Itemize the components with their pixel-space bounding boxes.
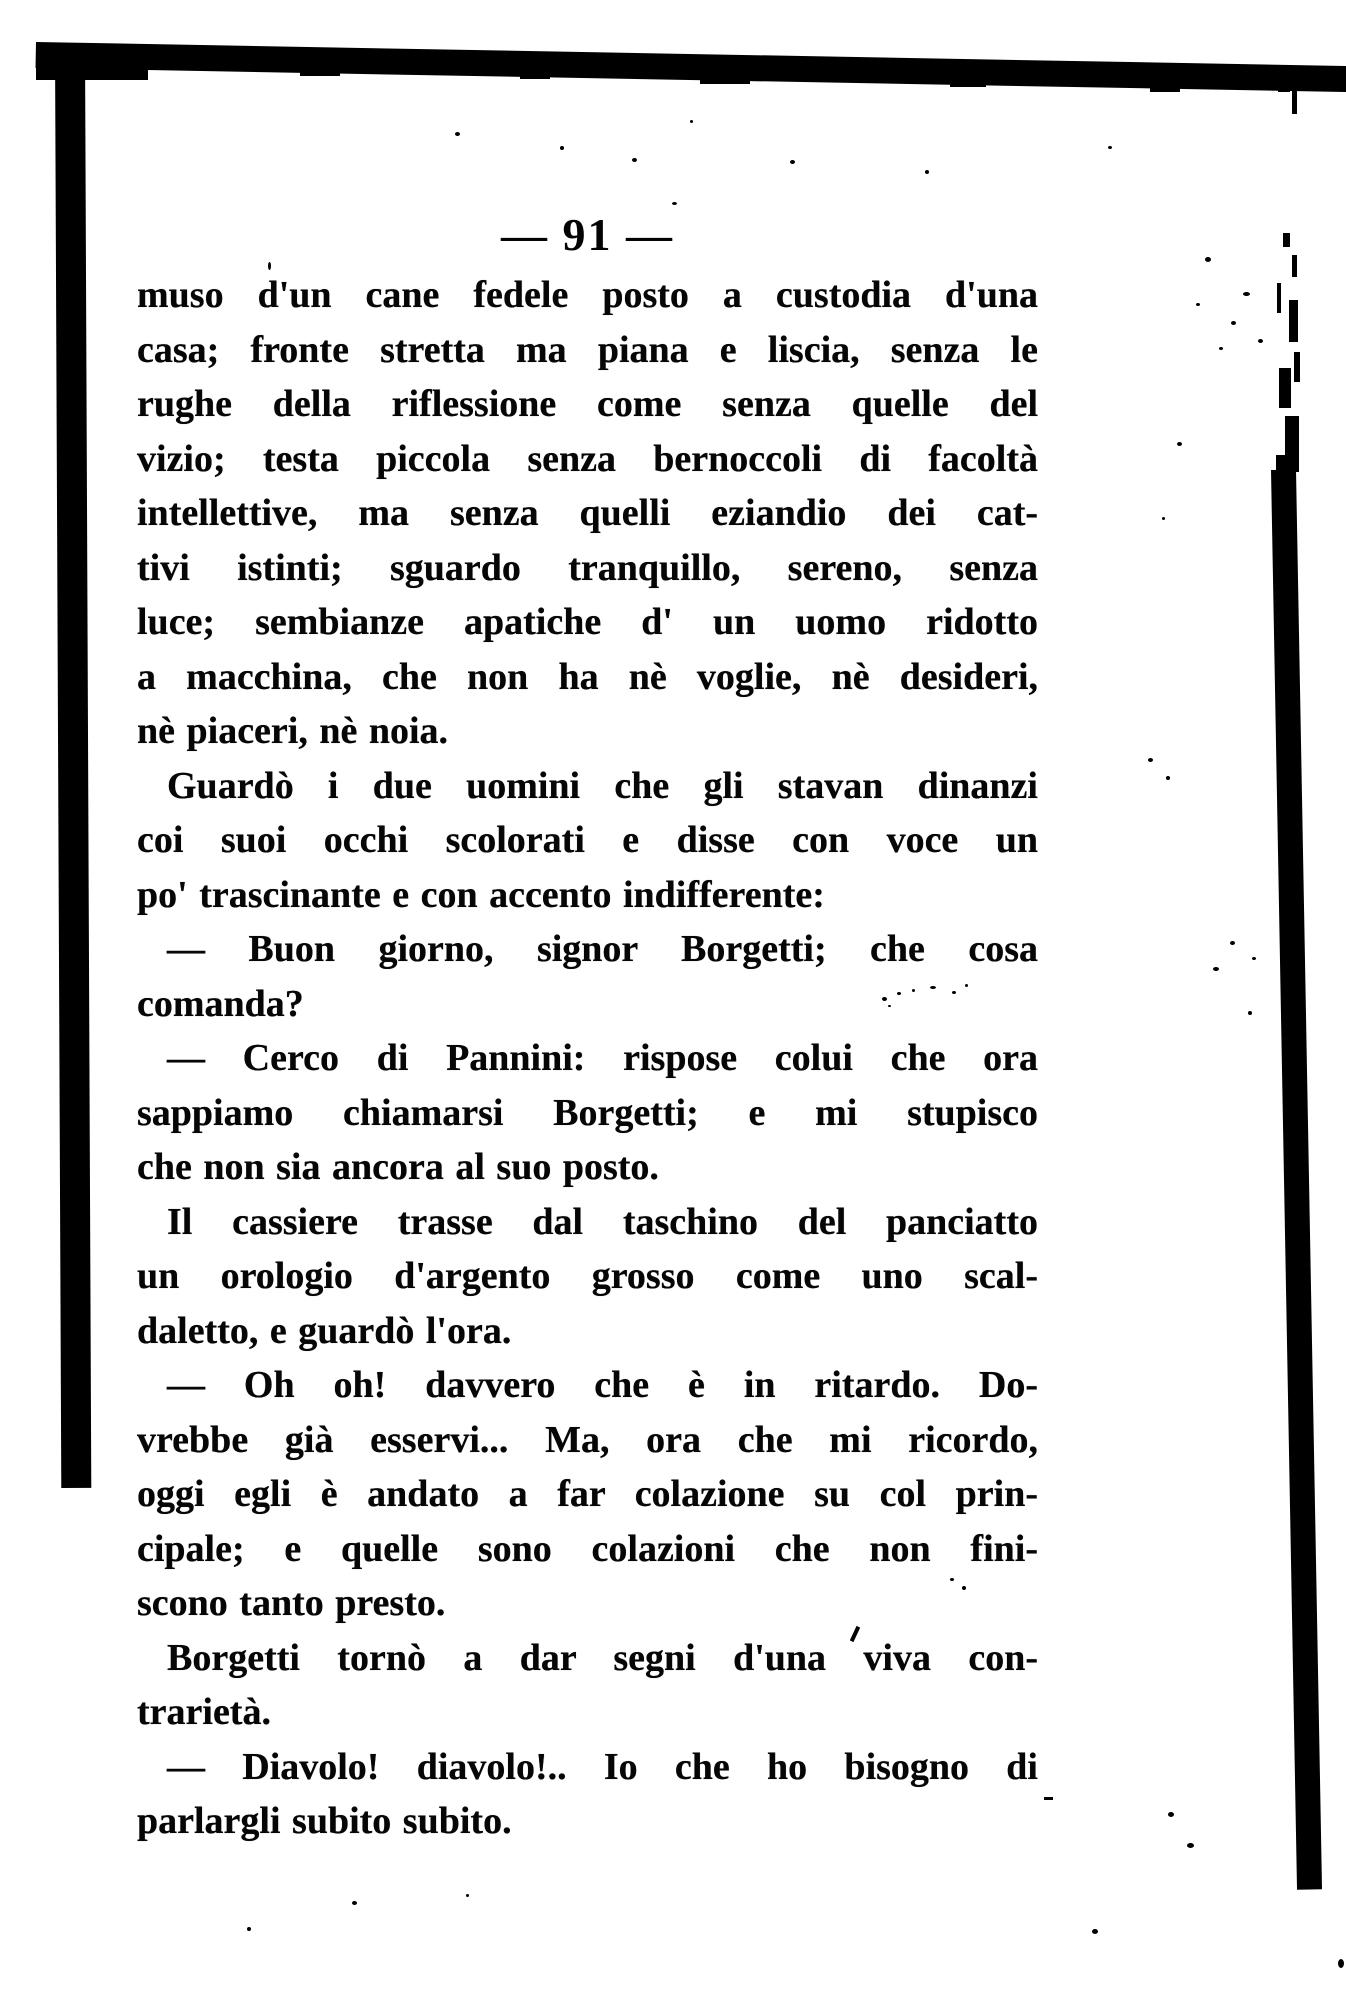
text-line: un orologio d'argento grosso come uno scal-	[137, 1255, 1038, 1297]
scan-speck	[466, 1894, 469, 1897]
scan-speck	[1108, 146, 1112, 149]
scan-edge-left-strip	[55, 46, 91, 1488]
text-line: vrebbe già esservi... Ma, ora che mi ricordo,	[137, 1418, 1038, 1461]
scan-fragment	[950, 83, 986, 87]
text-line: vizio; testa piccola senza bernoccoli di facoltà	[137, 437, 1038, 480]
scan-speck	[1166, 776, 1170, 780]
scan-speck	[1196, 303, 1200, 306]
text-line: — Oh oh! davvero che è in ritardo. Do-	[167, 1364, 1038, 1406]
scan-fragment	[1292, 88, 1297, 114]
text-line: Guardò i due uomini che gli stavan dinanzi	[167, 764, 1038, 807]
text-line: parlargli subito subito.	[137, 1800, 512, 1842]
scan-speck	[790, 160, 795, 164]
text-line: daletto, e guardò l'ora.	[137, 1309, 512, 1352]
scan-edge-top-bar	[36, 42, 1346, 92]
scan-edge-top-left-blob	[36, 44, 148, 80]
scan-speck	[1248, 1011, 1252, 1015]
scan-speck	[1219, 347, 1223, 350]
scan-fragment	[1278, 84, 1290, 92]
scan-speck	[455, 132, 460, 136]
scan-fragment	[1276, 455, 1292, 485]
text-line: muso d'un cane fedele posto a custodia d'una	[137, 274, 1038, 316]
scan-speck	[1213, 967, 1219, 971]
text-line: oggi egli è andato a far colazione su col prin-	[137, 1473, 1038, 1515]
text-line: Il cassiere trasse dal taschino del panciatto	[167, 1200, 1038, 1243]
scan-speck	[1231, 321, 1236, 325]
text-line: che non sia ancora al suo posto.	[137, 1146, 659, 1188]
scan-speck	[1162, 517, 1165, 520]
text-line: casa; fronte stretta ma piana e liscia, senza le	[137, 328, 1038, 371]
text-line: — Diavolo! diavolo!.. Io che ho bisogno di	[167, 1745, 1038, 1788]
page-number: — 91 —	[501, 209, 674, 260]
scan-speck	[1205, 257, 1211, 262]
text-line: rughe della riflessione come senza quelle del	[137, 383, 1038, 425]
text-line: intellettive, ma senza quelli eziandio dei cat-	[137, 492, 1038, 534]
scan-speck	[1148, 758, 1153, 762]
scan-fragment	[1294, 352, 1300, 382]
text-line: tivi istinti; sguardo tranquillo, sereno, senza	[137, 546, 1038, 589]
scan-speck	[352, 1901, 357, 1905]
text-line: trarietà.	[137, 1691, 271, 1733]
scan-speck	[1177, 442, 1182, 446]
scan-fragment	[1292, 255, 1297, 277]
scan-speck	[247, 1927, 251, 1931]
scan-speck	[1252, 957, 1256, 960]
scan-fragment	[1150, 87, 1180, 92]
scan-fragment	[700, 79, 750, 84]
scan-fragment	[1289, 300, 1298, 342]
text-line: comanda?	[137, 982, 304, 1025]
text-line: coi suoi occhi scolorati e disse con voce un	[137, 819, 1038, 861]
scan-speck	[690, 120, 693, 123]
scan-fragment	[1277, 283, 1281, 313]
text-line: luce; sembianze apatiche d' un uomo ridotto	[137, 601, 1038, 643]
scan-speck	[1230, 941, 1235, 945]
scan-speck	[1187, 1843, 1194, 1848]
scan-fragment	[1044, 1797, 1053, 1800]
scan-speck	[1243, 292, 1250, 296]
scan-fragment	[1283, 233, 1290, 247]
text-line: a macchina, che non ha nè voglie, nè desideri,	[137, 655, 1038, 698]
text-line: — Buon giorno, signor Borgetti; che cosa	[167, 928, 1038, 970]
scan-speck	[632, 158, 637, 162]
scan-speck	[925, 170, 929, 174]
scan-speck	[560, 146, 564, 150]
text-line: scono tanto presto.	[137, 1582, 446, 1624]
text-line: Borgetti tornò a dar segni d'una viva con-	[167, 1636, 1038, 1679]
text-column	[137, 268, 1038, 1849]
scan-fragment	[1279, 368, 1291, 408]
text-line: — Cerco di Pannini: rispose colui che ora	[167, 1037, 1038, 1079]
text-line: sappiamo chiamarsi Borgetti; e mi stupisco	[137, 1091, 1038, 1134]
text-line: nè piaceri, nè noia.	[137, 710, 449, 752]
text-line: po' trascinante e con accento indifferente:	[137, 873, 825, 916]
scan-fragment	[300, 71, 340, 76]
scan-speck	[1092, 1929, 1098, 1934]
scan-edge-right-strip	[1271, 470, 1322, 1890]
scan-speck	[1258, 339, 1263, 343]
scan-speck	[1168, 1812, 1174, 1817]
scan-speck	[672, 202, 677, 205]
scan-fragment	[520, 75, 550, 79]
text-line: cipale; e quelle sono colazioni che non fini-	[137, 1527, 1038, 1570]
scan-speck	[1338, 1959, 1344, 1968]
